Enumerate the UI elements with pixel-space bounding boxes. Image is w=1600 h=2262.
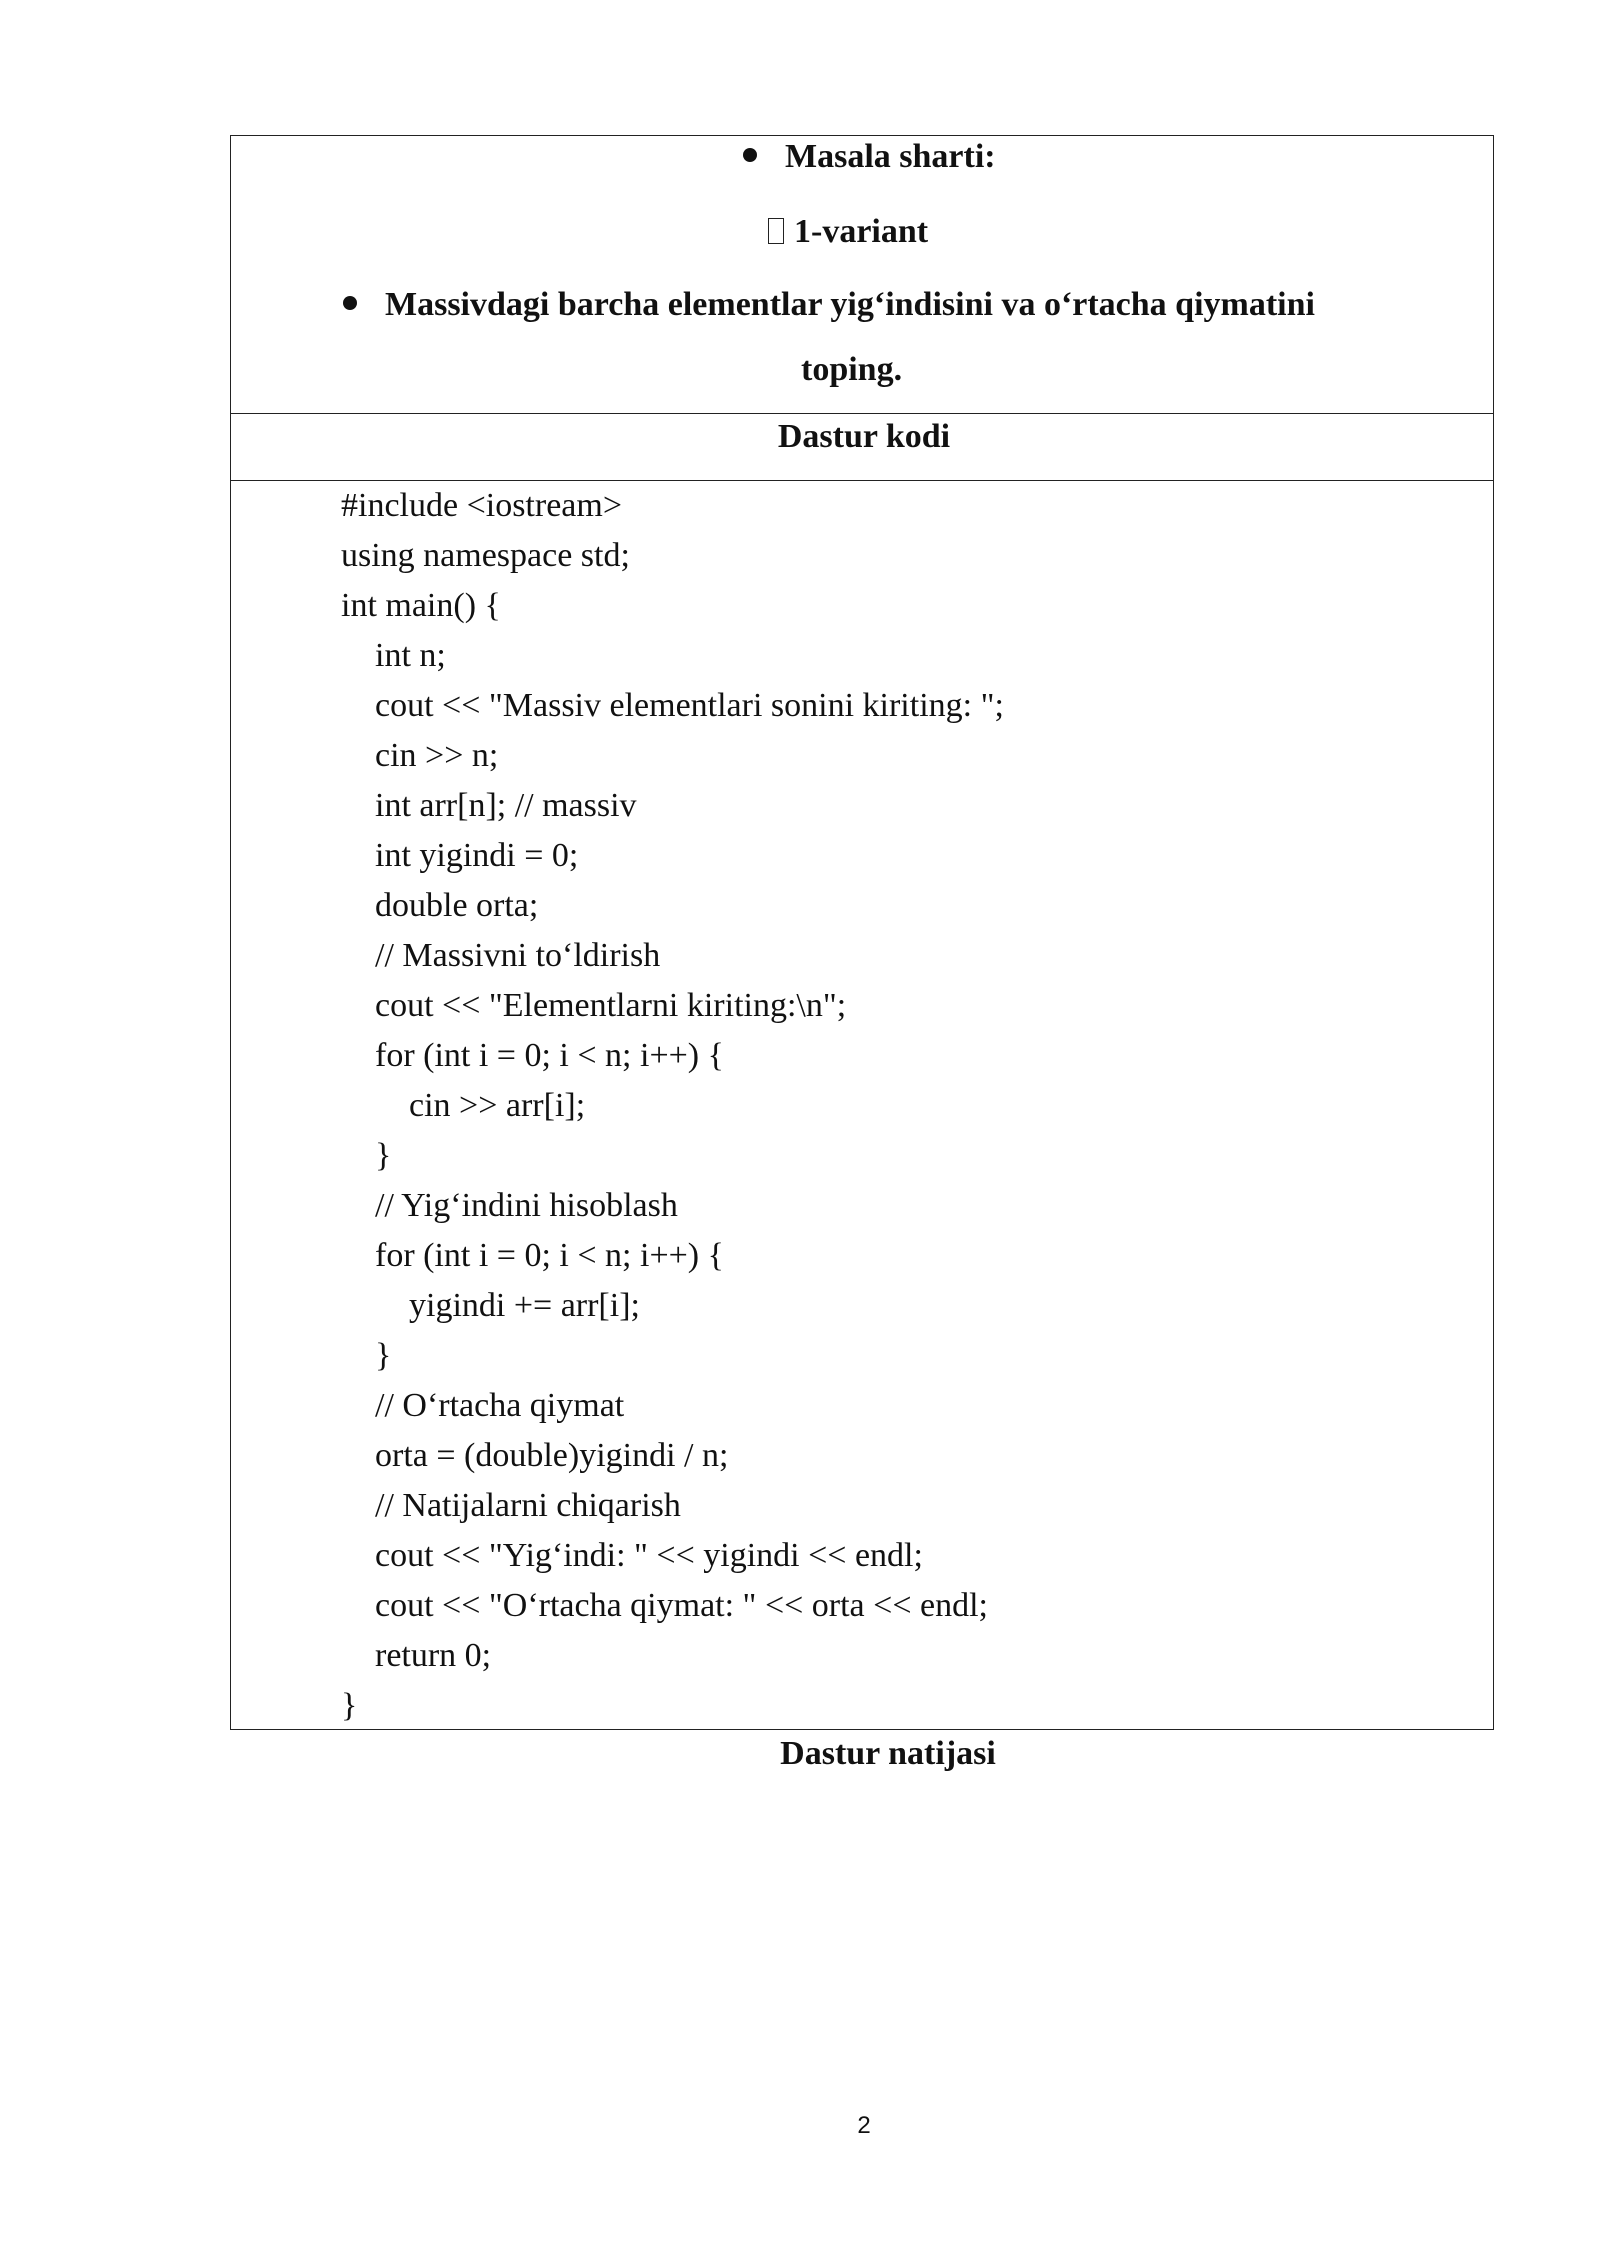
code-line: yigindi += arr[i];	[341, 1287, 640, 1324]
task-statement-text: Massivdagi barcha elementlar yig‘indisini va o‘rtacha qiymatini	[385, 286, 1315, 323]
code-section-title	[231, 414, 1493, 481]
bullet-icon	[343, 296, 357, 310]
task-heading-line	[743, 138, 996, 176]
code-line: cout << "Elementlarni kiriting:\n";	[341, 987, 847, 1024]
code-line: using namespace std;	[341, 537, 630, 574]
code-line: int main() {	[341, 587, 501, 624]
code-line: cin >> n;	[341, 737, 499, 774]
code-line: int n;	[341, 637, 446, 674]
code-line: }	[341, 1687, 358, 1724]
code-block	[341, 481, 1004, 1731]
code-line: // Massivni to‘ldirish	[341, 937, 661, 974]
task-statement-cell	[231, 136, 1493, 414]
task-heading: Masala sharti:	[785, 138, 996, 175]
code-line: cout << "Yig‘indi: " << yigindi << endl;	[341, 1537, 923, 1574]
code-line: }	[341, 1137, 392, 1174]
code-section-title-text: Dastur kodi	[777, 418, 951, 455]
code-line: orta = (double)yigindi / n;	[341, 1437, 729, 1474]
code-line: cin >> arr[i];	[341, 1087, 586, 1124]
task-statement-line	[343, 286, 1315, 324]
code-line: // O‘rtacha qiymat	[341, 1387, 625, 1424]
code-line: }	[341, 1337, 392, 1374]
code-line: for (int i = 0; i < n; i++) {	[341, 1237, 724, 1274]
bullet-icon	[743, 148, 757, 162]
code-line: // Natijalarni chiqarish	[341, 1487, 681, 1524]
code-line: double orta;	[341, 887, 539, 924]
task-table	[230, 135, 1494, 1730]
code-line: cout << "Massiv elementlari sonini kiriting: ";	[341, 687, 1004, 724]
code-line: cout << "O‘rtacha qiymat: " << orta << endl;	[341, 1587, 988, 1624]
missing-glyph-icon	[768, 218, 784, 244]
code-line: // Yig‘indini hisoblash	[341, 1187, 678, 1224]
code-line: return 0;	[341, 1637, 492, 1674]
variant-label: 1-variant	[794, 213, 929, 250]
variant-line	[768, 213, 928, 251]
code-line: int arr[n]; // massiv	[341, 787, 637, 824]
task-statement-continuation: toping.	[801, 351, 903, 388]
code-line: int yigindi = 0;	[341, 837, 579, 874]
code-line: #include <iostream>	[341, 487, 622, 524]
code-line: for (int i = 0; i < n; i++) {	[341, 1037, 724, 1074]
page-number: 2	[857, 2112, 871, 2139]
results-section-title: Dastur natijasi	[780, 1735, 996, 1772]
